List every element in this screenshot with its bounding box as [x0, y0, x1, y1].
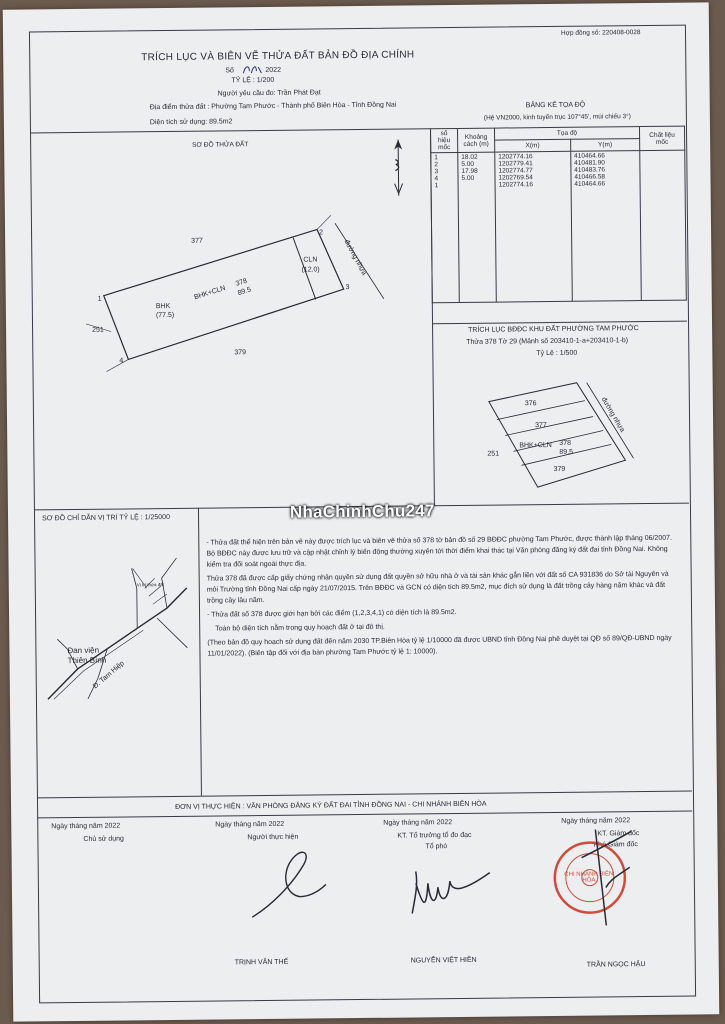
coord-table-title: BẢNG KÊ TỌA ĐỘ — [525, 101, 586, 110]
sketch-label-378: 378 — [234, 277, 249, 288]
note-4: Toàn bộ diện tích nằm trong quy hoạch đất ở tại đô thị. — [215, 623, 385, 633]
extract-label-378: 378 — [559, 439, 572, 447]
location-place-name-2: Thiên Bình — [67, 655, 107, 666]
extract-label-251: 251 — [487, 450, 500, 458]
col-material — [640, 150, 687, 300]
note-1: - Thửa đất thể hiện trên bản vẽ này được trích lục và biên vẽ thửa số 378 tờ bản đồ số 29 BĐĐC phường Tam Phước, được thành lập tháng 06/2007. Bộ BĐĐC này được lưu trữ và cập nhật chỉnh lý biến động thường xuyên tới thời điểm khai thác tại Văn phòng đăng ký đất đai tỉnh Đồng Nai. Không kiểm tra đối soát ngoài thực địa. — [206, 534, 672, 569]
stamp-text: CHI NHÁNH BIÊN HÒA — [564, 871, 614, 884]
col-dist: 18.02 5.00 17.98 5.00 — [458, 152, 497, 302]
extract-parcel-info: Thửa 378 Tờ 29 (Mảnh số 203410-1-a+203410-1-b) — [466, 337, 629, 346]
coordinate-table — [430, 126, 687, 304]
th-y: Y(m) — [570, 139, 639, 152]
extract-label-376: 376 — [524, 400, 537, 408]
watermark-text: NhaChinhChu247 — [289, 501, 435, 522]
col4-role: KT. Giám đốc — [597, 830, 640, 838]
th-x: X(m) — [495, 139, 571, 152]
col-y: 410464.66 410481.90 410483.76 410466.58 410464.66 — [571, 151, 642, 302]
col3-date: Ngày tháng năm 2022 — [383, 819, 453, 827]
col4-date: Ngày tháng năm 2022 — [561, 817, 631, 825]
sketch-point-4: 4 — [119, 357, 124, 365]
coord-table-subtitle: (Hệ VN2000, kinh tuyến trục 107°45', múi chiếu 3°) — [483, 113, 631, 122]
note-5: (Theo bản đồ quy hoạch sử dụng đất đến năm 2030 TP.Biên Hòa tỷ lệ 1/10000 đã được UBND tỉnh Đồng Nai phê duyệt tại QĐ số 89/QĐ-UBND ngày 11/01/2022). (Biên tập đối với địa bàn phường Tam Phước tỷ lệ 1: 10000). — [207, 634, 672, 658]
extract-road: đường nhựa — [599, 396, 626, 434]
th-khoang-cach: Khoảng cách (m) — [457, 128, 494, 152]
sketch-label-379: 379 — [234, 349, 247, 357]
col3-role: KT. Tổ trưởng tổ đo đạc — [397, 831, 472, 840]
col2-role: Người thực hiện — [247, 833, 299, 842]
sketch-label-bhk-area: (77.5) — [155, 311, 175, 320]
location-road-label: Đ. Tam Hiệp — [92, 659, 126, 691]
north-arrow-icon — [388, 137, 409, 197]
col1-date: Ngày tháng năm 2022 — [51, 822, 121, 831]
signature-1 — [241, 844, 332, 925]
document-year: 2022 — [265, 66, 281, 74]
sketch-label-cln: CLN — [303, 256, 318, 264]
col-x: 1202774.16 1202779.41 1202774.77 1202769.54 1202774.16 — [495, 151, 572, 302]
col4-name: TRẦN NGỌC HẬU — [586, 961, 646, 969]
extract-map — [477, 378, 638, 500]
extract-label-379: 379 — [553, 465, 566, 473]
extract-label-area: 89.5 — [559, 448, 574, 456]
notes-block — [206, 533, 677, 663]
th-chat-lieu: Chất liệu mốc — [639, 126, 684, 150]
usage-area: Diện tích sử dụng: 89.5m2 — [149, 118, 233, 127]
location-marker-label: Vị trí thửa đất — [136, 582, 165, 588]
signature-2 — [404, 863, 505, 924]
col3-name: NGUYỄN VIỆT HIỀN — [410, 956, 477, 965]
sketch-label-251: 251 — [92, 326, 104, 334]
signature-3 — [571, 827, 642, 928]
sketch-label-377: 377 — [191, 237, 203, 245]
requester: Người yêu cầu đo: Trần Phát Đạt — [217, 89, 321, 98]
note-2: Thửa 378 đã được cấp giấy chứng nhận quyền sử dụng đất quyền sở hữu nhà ở và tài sản khác gắn liền với đất số CA 931836 do Sở tài Nguyên và môi Trường tỉnh Đồng Nai cấp ngày 21/07/2015. Trên BĐĐC và GCN có diện tích 89.5m2, mục đích sử dụng là đất trồng cây hàng năm khác và đất trồng cây lâu năm. — [206, 570, 669, 605]
sketch-label-bhk-cln: BHK+CLN — [193, 284, 227, 302]
sketch-label-area: 89.5 — [236, 286, 253, 298]
document-number-label: Số — [225, 67, 234, 75]
sketch-label-cln-area: (12.0) — [301, 266, 320, 274]
document-scale: TỶ LỆ : 1/200 — [231, 76, 275, 85]
note-3: - Thửa đất số 378 được giới hạn bởi các điểm (1,2,3,4,1) có diện tích là 89.5m2. — [207, 609, 457, 619]
sketch-point-1: 1 — [97, 295, 102, 303]
th-so-hieu: số hiệu mốc — [430, 128, 457, 152]
location-place-name: Đan viện — [67, 645, 100, 656]
document-title: TRÍCH LỤC VÀ BIÊN VẼ THỬA ĐẤT BẢN ĐỒ ĐỊA CHÍNH — [141, 49, 415, 64]
location-map-title: SƠ ĐỒ CHỈ DẪN VỊ TRÍ TỶ LỆ : 1/25000 — [42, 514, 170, 523]
sketch-label-bhk: BHK — [155, 302, 171, 311]
col2-name: TRỊNH VĂN THẾ — [234, 958, 289, 967]
sketch-point-3: 3 — [345, 284, 350, 292]
extract-scale: Tỷ Lệ : 1/500 — [536, 349, 578, 358]
parcel-location: Địa điểm thửa đất : Phường Tam Phước - Thành phố Biên Hòa - Tỉnh Đồng Nai — [149, 101, 397, 112]
col1-role: Chủ sử dụng — [83, 835, 124, 843]
extract-title: TRÍCH LỤC BĐĐC KHU ĐẤT PHƯỜNG TAM PHƯỚC — [468, 325, 639, 334]
handwritten-number — [241, 62, 263, 74]
extract-label-377: 377 — [535, 422, 547, 430]
col-ids: 1 2 3 4 1 — [431, 152, 460, 302]
contract-number: Hợp đồng số: 220408-0028 — [560, 29, 641, 37]
col2-date: Ngày tháng năm 2022 — [215, 820, 285, 829]
sketch-title: SƠ ĐỒ THỬA ĐẤT — [192, 141, 249, 149]
location-map — [36, 548, 198, 710]
cadastral-document — [3, 2, 720, 1021]
col3-role2: Tổ phó — [425, 843, 448, 851]
executing-unit: ĐƠN VỊ THỰC HIỆN : VĂN PHÒNG ĐĂNG KÝ ĐẤT ĐAI TỈNH ĐỒNG NAI - CHI NHÁNH BIÊN HÒA — [175, 800, 487, 811]
col4-role2: Phó Giám đốc — [593, 841, 638, 849]
sketch-road-label: đường nhựa — [342, 238, 368, 277]
th-toa-do: Tọa độ — [494, 127, 639, 141]
extract-label-main: BHK+CLN — [519, 441, 552, 450]
sketch-point-2: 2 — [319, 229, 324, 237]
